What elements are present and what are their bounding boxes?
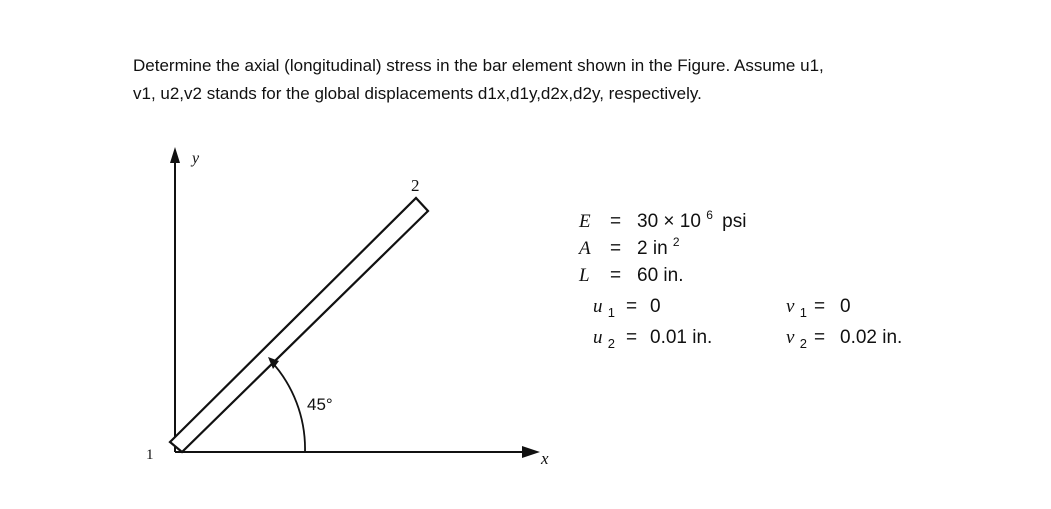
material-properties: [577, 203, 902, 353]
property-v2: v $_2$ = 0.02 in.: [786, 327, 903, 351]
property-L: L = 60 in.: [579, 265, 684, 286]
y-axis-label: y: [192, 150, 200, 167]
x-axis-arrowhead: [522, 446, 540, 458]
angle-label: 45°: [307, 395, 333, 414]
property-u2: u $_2$ = 0.01 in.: [593, 327, 713, 351]
property-E: E = 30 × 10 $^6$ psi: [579, 208, 747, 232]
property-v1: v $_1$ = 0: [786, 296, 851, 320]
problem-statement-line-2: v1, u2,v2 stands for the global displacements d1x,d1y,d2x,d2y, respectively.: [133, 84, 702, 103]
property-u1: u $_1$ = 0: [593, 296, 661, 320]
angle-arc: [270, 360, 305, 452]
y-axis-arrowhead: [170, 147, 180, 163]
x-axis-label: x: [541, 449, 549, 468]
node-2-label: 2: [411, 176, 420, 195]
property-A: A = 2 in $^2$: [579, 235, 680, 259]
bar-element: [170, 198, 428, 452]
problem-statement-line-1: Determine the axial (longitudinal) stress in the bar element shown in the Figure. Assume u1,: [133, 56, 824, 75]
node-1-label: 1: [146, 447, 154, 463]
